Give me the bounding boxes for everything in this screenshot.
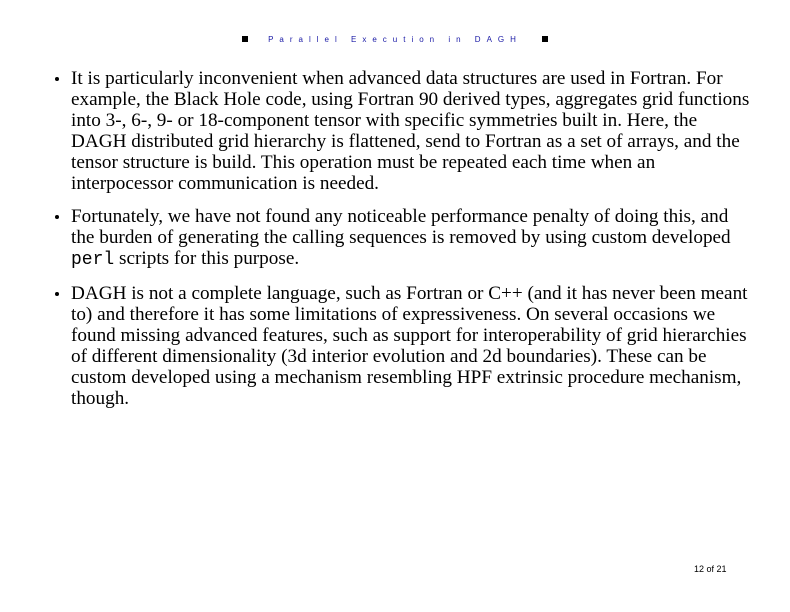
bullet-item-2: [52, 206, 752, 271]
bullet-text-3: DAGH is not a complete language, such as Fortran or C++ (and it has never been meant to) and therefore it has some limitations of expressiveness. On several occasions we found missing advanced features, such as support for interoperability of grid hierarchies of different dimensionality (3d interior evolution and 2d boundaries). These can be custom developed using a mechanism resembling HPF extrinsic procedure mechanism, though.: [71, 283, 748, 409]
bullet-text-2-after: scripts for this purpose.: [114, 248, 300, 269]
right-square-marker-icon: [542, 36, 548, 42]
bullet-text-1: It is particularly inconvenient when advanced data structures are used in Fortran. For example, the Black Hole code, using Fortran 90 derived types, aggregates grid functions into 3-, 6-, 9- or 18-component tensor with specific symmetries built in. Here, the DAGH distributed grid hierarchy is flattened, send to Fortran as a set of arrays, and the tensor structure is build. This operation must be repeated each time when an interpocessor communication is needed.: [71, 68, 750, 194]
bullet-item-1: [52, 68, 752, 194]
bullet-item-3: [52, 283, 752, 409]
bullet-dot-icon: [55, 292, 59, 296]
header-title: Parallel Execution in DAGH: [268, 35, 522, 44]
left-square-marker-icon: [242, 36, 248, 42]
slide-content: [52, 68, 752, 421]
slide-header: [0, 34, 790, 46]
page-number: 12 of 21: [694, 564, 727, 574]
bullet-text-2-before: Fortunately, we have not found any noticeable performance penalty of doing this, and the burden of generating the calling sequences is removed by using custom developed: [71, 206, 731, 248]
bullet-dot-icon: [55, 77, 59, 81]
bullet-dot-icon: [55, 215, 59, 219]
code-perl: perl: [71, 250, 115, 270]
